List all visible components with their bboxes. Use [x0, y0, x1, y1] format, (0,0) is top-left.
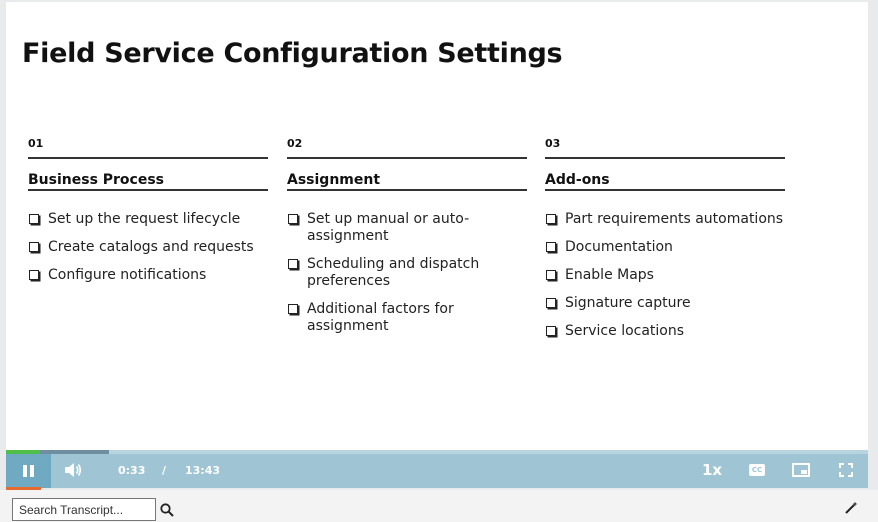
checkbox-square-icon [546, 242, 556, 252]
list-item [287, 256, 527, 290]
column-number: 03 [545, 137, 561, 150]
list-item [545, 211, 785, 228]
list-item-text: Service locations [565, 323, 685, 339]
column-business-process [28, 137, 268, 295]
list-item-text: Enable Maps [565, 267, 654, 283]
checkbox-square-icon [546, 214, 556, 224]
picture-in-picture-button[interactable] [788, 459, 814, 481]
list-item-text: Additional factors for assignment [307, 301, 454, 334]
list-item-text: Configure notifications [48, 267, 207, 283]
pause-icon [22, 465, 36, 477]
column-add-ons [545, 137, 785, 351]
duration: 13:43 [185, 464, 221, 477]
checkbox-square-icon [29, 214, 39, 224]
transcript-search-button[interactable] [158, 501, 176, 519]
list-item-text: Part requirements automations [565, 211, 784, 227]
picture-in-picture-icon [792, 463, 810, 477]
list-item-text: Set up the request lifecycle [48, 211, 241, 227]
slide-title: Field Service Configuration Settings [22, 38, 563, 69]
interactive-transcript-tool-button[interactable] [842, 499, 860, 517]
magic-wand-icon [844, 501, 858, 515]
checkbox-square-icon [29, 270, 39, 280]
list-item [28, 267, 268, 284]
list-item-text: Documentation [565, 239, 673, 255]
list-item [28, 239, 268, 256]
current-time: 0:33 [118, 464, 146, 477]
transcript-bar [0, 490, 878, 522]
fullscreen-icon [839, 463, 853, 477]
checkbox-square-icon [546, 298, 556, 308]
list-item [28, 211, 268, 228]
checkbox-square-icon [546, 326, 556, 336]
list-item [545, 323, 785, 340]
list-item [287, 211, 527, 245]
column-assignment [287, 137, 527, 346]
list-item-text: Create catalogs and requests [48, 239, 254, 255]
volume-icon [64, 462, 82, 478]
video-control-bar [6, 450, 868, 488]
checklist [545, 191, 785, 340]
list-item [287, 301, 527, 335]
magnifier-icon [160, 503, 174, 517]
fullscreen-button[interactable] [833, 459, 859, 481]
pause-button[interactable] [6, 454, 51, 488]
checkbox-square-icon [288, 214, 298, 224]
checkbox-square-icon [29, 242, 39, 252]
captions-button[interactable] [744, 459, 770, 481]
list-item [545, 239, 785, 256]
list-item-text: Signature capture [565, 295, 691, 311]
checkbox-square-icon [288, 259, 298, 269]
checklist [287, 191, 527, 335]
list-item-text: Scheduling and dispatch preferences [307, 256, 480, 289]
column-heading: Business Process [28, 172, 165, 188]
list-item [545, 267, 785, 284]
column-number: 01 [28, 137, 44, 150]
checklist [28, 191, 268, 284]
playback-speed-button[interactable]: 1x [701, 461, 723, 479]
closed-captions-icon: CC [749, 464, 765, 476]
checkbox-square-icon [288, 304, 298, 314]
list-item-text: Set up manual or auto-assignment [307, 211, 470, 244]
time-separator: / [162, 464, 167, 477]
column-heading: Add-ons [545, 172, 610, 188]
checkbox-square-icon [546, 270, 556, 280]
list-item [545, 295, 785, 312]
progress-bar[interactable] [6, 450, 868, 454]
volume-button[interactable] [61, 460, 85, 480]
column-number: 02 [287, 137, 303, 150]
column-heading: Assignment [287, 172, 381, 188]
slide [6, 2, 868, 450]
transcript-search-input[interactable] [12, 498, 156, 521]
